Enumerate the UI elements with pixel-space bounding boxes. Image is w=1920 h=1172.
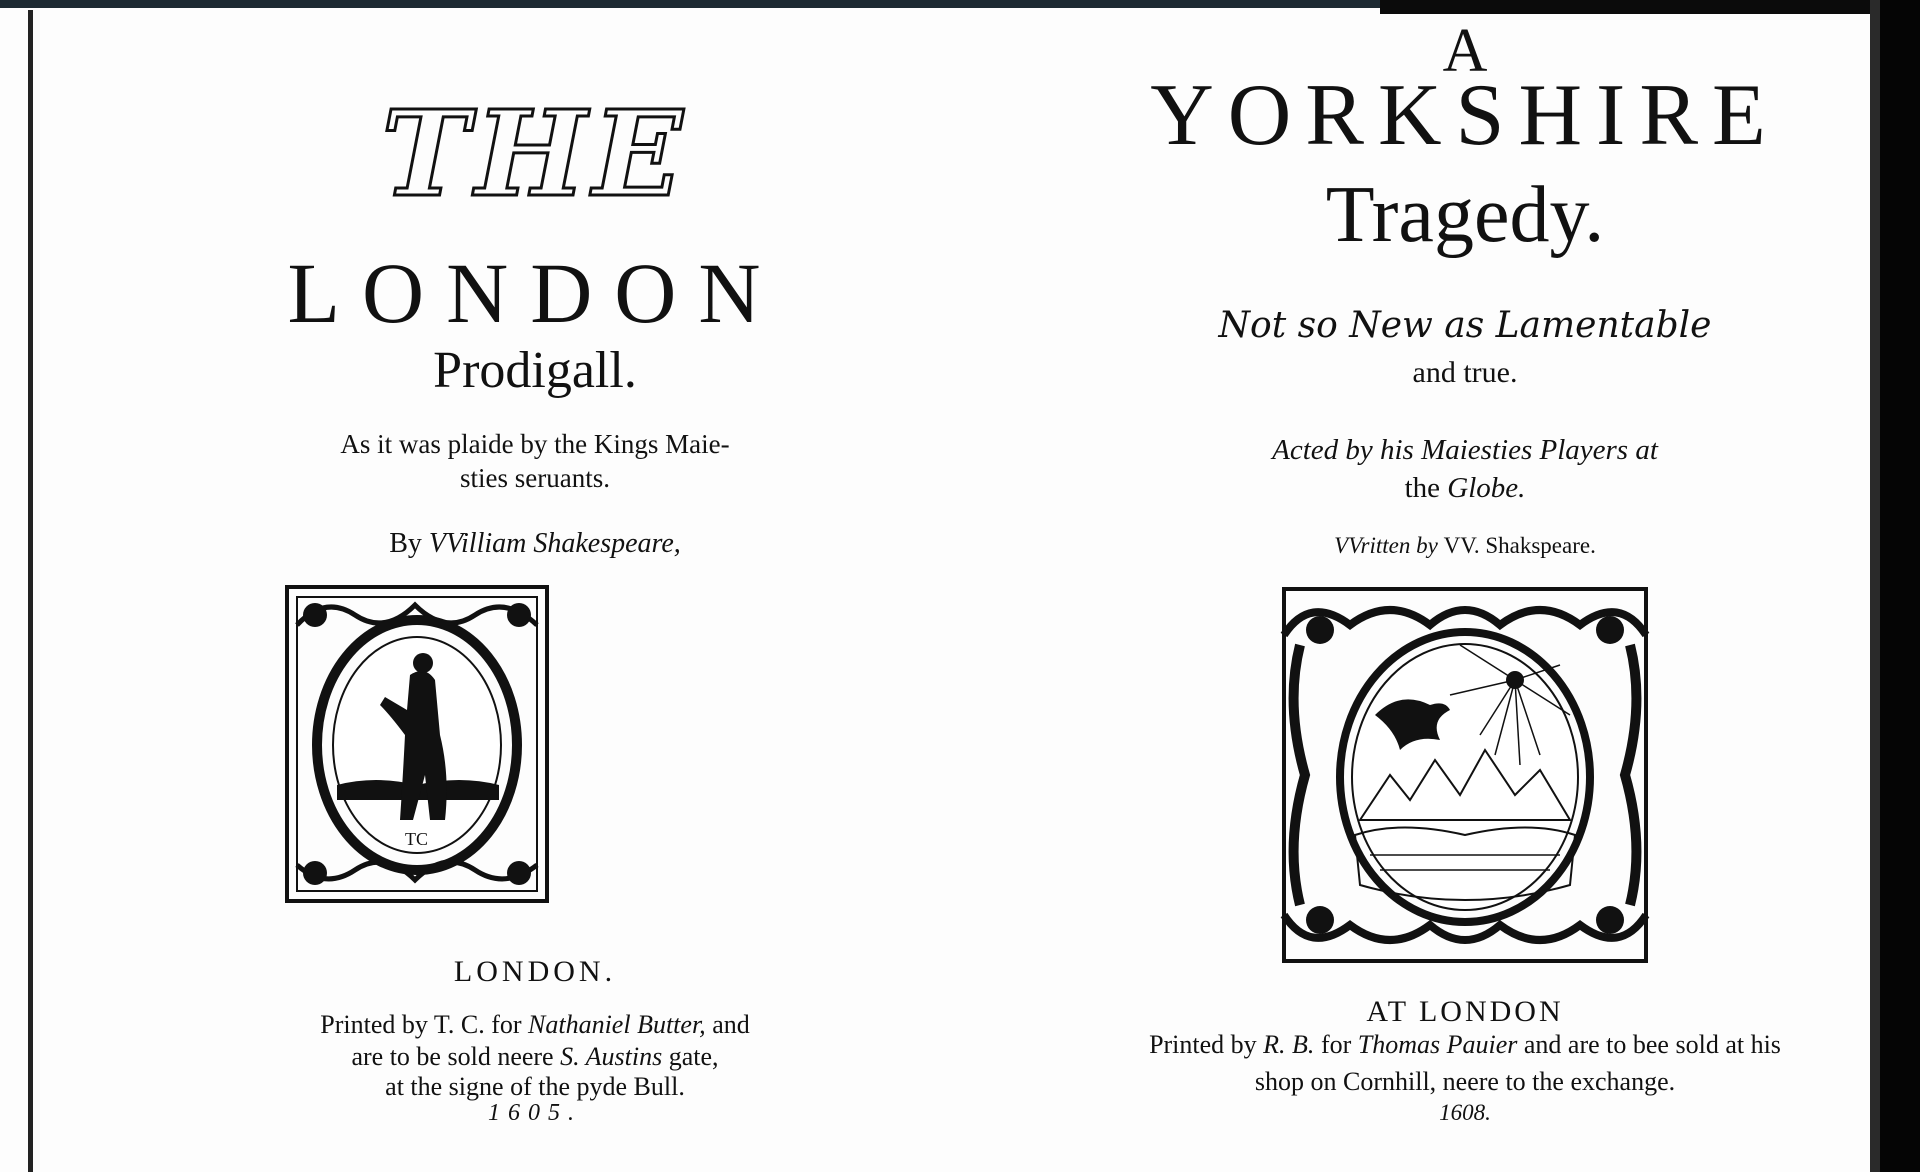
woodcut-icon xyxy=(1280,585,1650,965)
imprint-city: LONDON. xyxy=(453,955,617,988)
imprint-year: 1608. xyxy=(1439,1100,1491,1125)
subtitle-line-1: Not so New as Lamentable xyxy=(1218,305,1712,346)
imprint-city: AT LONDON xyxy=(1366,995,1564,1028)
title-tragedy: Tragedy. xyxy=(1325,171,1605,259)
author-prefix: VVritten by xyxy=(1334,533,1438,558)
woodcut-icon xyxy=(285,585,549,903)
author-line xyxy=(1070,533,1920,559)
imprint-line-1: Printed by R. B. for Thomas Pauier and are to bee sold at his xyxy=(1149,1030,1781,1059)
played-line-2: sties seruants. xyxy=(460,463,610,493)
acted-line-2: the Globe. xyxy=(1404,472,1526,504)
title-london: LONDON xyxy=(287,245,783,341)
scan-edge-dark xyxy=(1380,0,1920,14)
printers-device-ornament xyxy=(1280,585,1650,965)
author-name: VV. Shakspeare. xyxy=(1443,533,1596,558)
right-title-page xyxy=(1070,0,1920,1172)
imprint-line-2: shop on Cornhill, neere to the exchange. xyxy=(1254,1067,1676,1096)
author-name: VVilliam Shakespeare, xyxy=(428,528,681,559)
imprint-line-1: Printed by T. C. for Nathaniel Butter, and xyxy=(320,1010,750,1039)
printers-device-ornament xyxy=(285,585,549,903)
scan-edge-top xyxy=(0,0,1070,8)
acted-line-1: Acted by his Maiesties Players at xyxy=(1272,434,1658,466)
imprint-line-2: are to be sold neere S. Austins gate, xyxy=(351,1042,719,1071)
author-prefix: By xyxy=(389,528,422,559)
title-prodigall: Prodigall. xyxy=(433,342,637,399)
title-a: A xyxy=(1442,17,1488,85)
subtitle-line-2: and true. xyxy=(1412,356,1518,389)
author-line xyxy=(0,528,1070,560)
title-yorkshire: YORKSHIRE xyxy=(1150,67,1780,164)
svg-text:TC: TC xyxy=(405,829,429,849)
title-the: THE xyxy=(381,84,689,223)
played-line-1: As it was plaide by the Kings Maie- xyxy=(340,429,730,459)
imprint-line-3: at the signe of the pyde Bull. xyxy=(385,1072,685,1101)
imprint-year: 1605. xyxy=(488,1100,582,1126)
